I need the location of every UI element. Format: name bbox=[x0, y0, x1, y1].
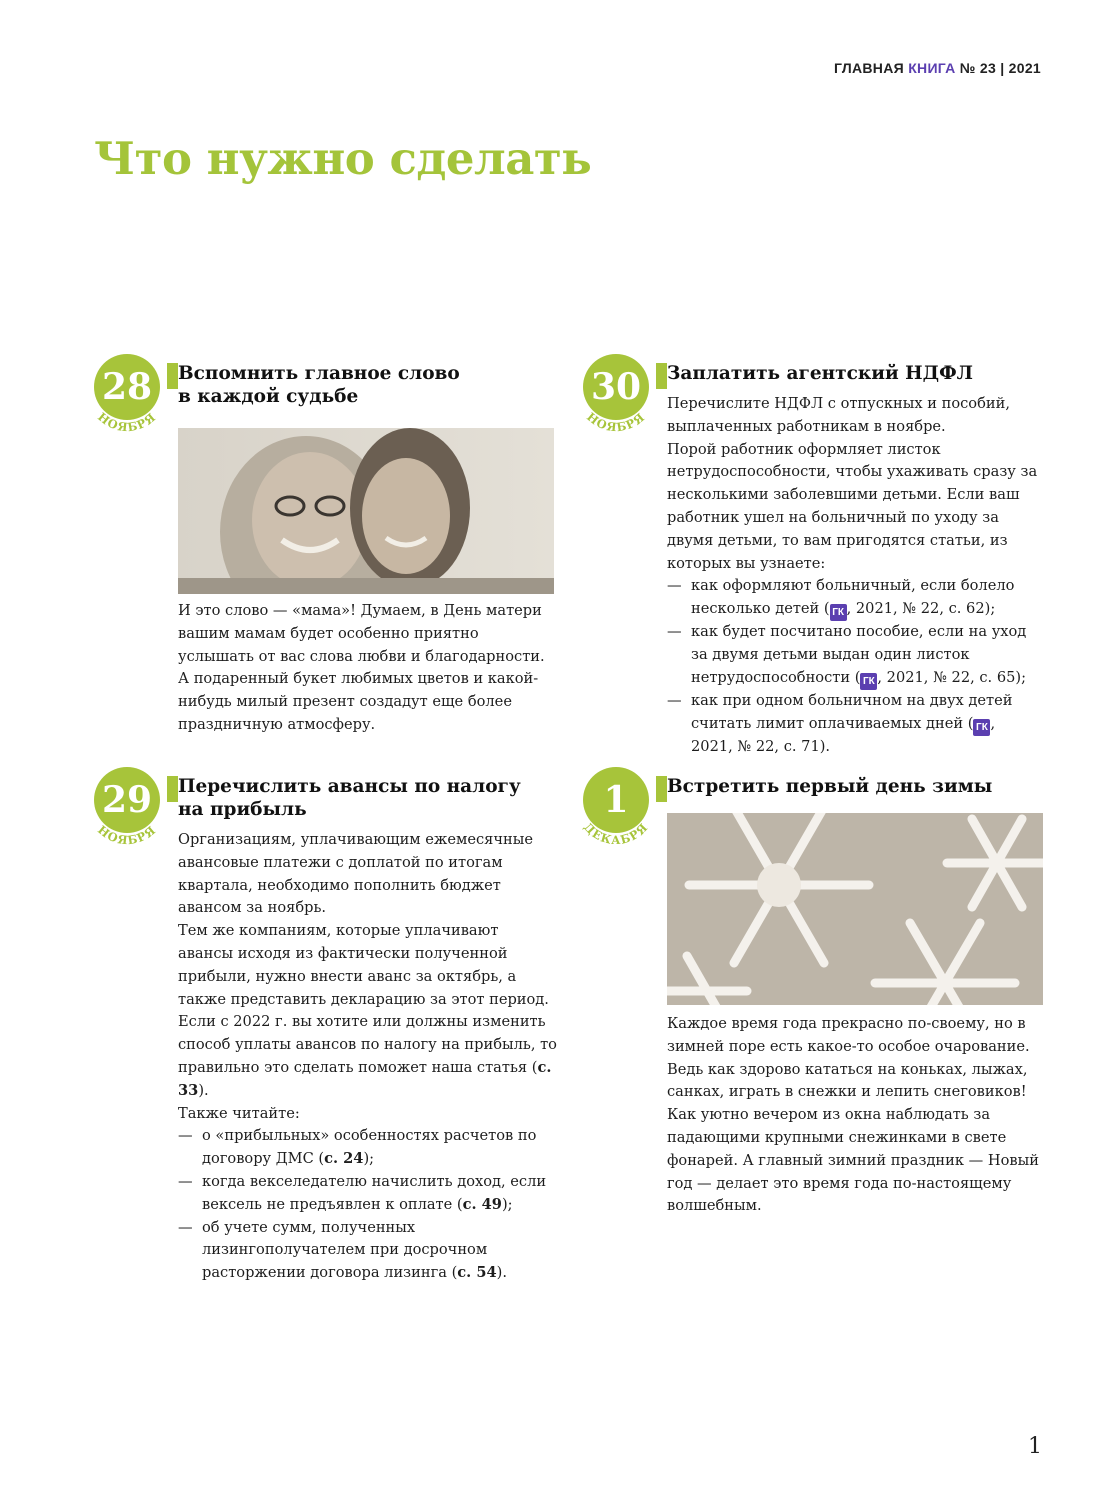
headline-tab bbox=[167, 363, 178, 389]
date-month-arc bbox=[77, 341, 185, 449]
page-title: Что нужно сделать bbox=[94, 132, 592, 185]
list-item: — о «прибыльных» особенностях расчетов по договору ДМС (с. 24); bbox=[178, 1125, 558, 1171]
page-ref[interactable]: с. 49 bbox=[462, 1195, 502, 1213]
page-number: 1 bbox=[1028, 1434, 1042, 1459]
date-day: 30 bbox=[583, 354, 649, 420]
date-month-arc bbox=[566, 754, 674, 862]
gk-journal-icon[interactable]: ГК bbox=[860, 673, 877, 690]
event-title-line: Вспомнить главное слово bbox=[178, 363, 460, 384]
event-title bbox=[178, 775, 578, 821]
date-day: 28 bbox=[94, 354, 160, 420]
event-title-line: Перечислить авансы по налогу bbox=[178, 776, 521, 797]
event-paragraph: Каждое время года прекрасно по-своему, но в зимней поре есть какое-то особое очарование. Ведь как здорово кататься на коньках, лыжах, санках, играть в снежки и лепить снеговиков! Как уютно вечером из окна наблюдать за падающими крупными снежинками в свете фонарей. А главный зимний праздник — Новый год — делает это время года по-настоящему волшебным. bbox=[667, 1015, 1039, 1215]
masthead bbox=[834, 60, 1041, 76]
page-ref[interactable]: с. 24 bbox=[324, 1150, 364, 1168]
event-paragraph: Если с 2022 г. вы хотите или должны изменить способ уплаты авансов по налогу на прибыль, то правильно это сделать поможет наша статья (с. 33). bbox=[178, 1013, 557, 1099]
gk-journal-icon[interactable]: ГК bbox=[830, 604, 847, 621]
headline-tab bbox=[167, 776, 178, 802]
svg-text:НОЯБРЯ bbox=[584, 410, 648, 435]
svg-text:ДЕКАБРЯ bbox=[581, 820, 651, 847]
article-list bbox=[178, 1125, 558, 1285]
date-month: ДЕКАБРЯ bbox=[580, 819, 652, 848]
event-paragraph: И это слово — «мама»! Думаем, в День матери вашим мамам будет особенно приятно услышать от вас слова любви и благодарности. bbox=[178, 602, 545, 665]
list-item: — как будет посчитано пособие, если на уход за двумя детьми выдан один листок нетрудоспособности ( ГК , 2021, № 22, с. 65); bbox=[667, 621, 1039, 690]
event-text bbox=[667, 1013, 1042, 1218]
masthead-issue: № 23 | 2021 bbox=[959, 60, 1041, 76]
date-day: 29 bbox=[94, 767, 160, 833]
event-title bbox=[667, 775, 1067, 798]
masthead-title: ГЛАВНАЯ bbox=[833, 60, 904, 76]
date-badge bbox=[86, 763, 176, 853]
date-month: НОЯБРЯ bbox=[95, 822, 159, 848]
date-month: НОЯБРЯ bbox=[584, 409, 648, 435]
svg-text:НОЯБРЯ bbox=[95, 823, 159, 848]
masthead-title-accent: КНИГА bbox=[908, 60, 956, 76]
event-dec-1 bbox=[580, 775, 1053, 1235]
event-title-line: Заплатить агентский НДФЛ bbox=[667, 363, 973, 384]
event-title bbox=[667, 362, 1067, 385]
page-ref[interactable]: с. 33 bbox=[178, 1058, 552, 1099]
headline-tab bbox=[656, 363, 667, 389]
headline-tab bbox=[656, 776, 667, 802]
list-item: — когда векселедателю начислить доход, если вексель не предъявлен к оплате (с. 49); bbox=[178, 1171, 558, 1217]
event-paragraph: А подаренный букет любимых цветов и какой-нибудь милый презент создадут еще более праздничную атмосферу. bbox=[178, 670, 539, 733]
photo-snowflakes bbox=[667, 813, 1043, 1005]
svg-text:НОЯБРЯ bbox=[95, 410, 159, 435]
gk-journal-icon[interactable]: ГК bbox=[973, 719, 990, 736]
date-month-arc bbox=[77, 754, 185, 862]
date-month: НОЯБРЯ bbox=[95, 409, 159, 435]
event-nov-29 bbox=[94, 775, 564, 1295]
event-text bbox=[178, 600, 558, 737]
also-read-label: Также читайте: bbox=[178, 1104, 300, 1122]
date-day: 1 bbox=[583, 767, 649, 833]
event-text bbox=[667, 393, 1039, 758]
event-title bbox=[178, 362, 578, 408]
event-paragraph: Порой работник оформляет листок нетрудоспособности, чтобы ухаживать сразу за несколькими заболевшими детьми. Если ваш работник ушел на больничный по уходу за двумя детьми, то вам пригодятся статьи, из которых вы узнаете: bbox=[667, 440, 1038, 572]
event-paragraph: Организациям, уплачивающим ежемесячные авансовые платежи с доплатой по итогам квартала, необходимо пополнить бюджет авансом за ноябрь. bbox=[178, 831, 533, 917]
list-item: — как при одном больничном на двух детей считать лимит оплачиваемых дней ( ГК , 2021, № 22, с. 71). bbox=[667, 690, 1039, 759]
date-badge bbox=[575, 763, 665, 853]
event-paragraph: Перечислите НДФЛ с отпускных и пособий, выплаченных работникам в ноябре. bbox=[667, 395, 1010, 435]
date-badge bbox=[86, 350, 176, 440]
date-month-arc bbox=[566, 341, 674, 449]
event-nov-28 bbox=[94, 362, 564, 742]
event-nov-30 bbox=[583, 362, 1053, 755]
photo-mother-daughter bbox=[178, 428, 554, 594]
event-title-line: Встретить первый день зимы bbox=[667, 776, 993, 797]
date-badge bbox=[575, 350, 665, 440]
event-title-line: на прибыль bbox=[178, 799, 307, 820]
page-ref[interactable]: с. 54 bbox=[457, 1264, 497, 1282]
event-text bbox=[178, 829, 558, 1285]
event-title-line: в каждой судьбе bbox=[178, 386, 359, 407]
event-paragraph: Тем же компаниям, которые уплачивают авансы исходя из фактически полученной прибыли, нужно внести аванс за октябрь, а также представить декларацию за этот период. bbox=[178, 922, 549, 1008]
list-item: — как оформляют больничный, если болело несколько детей ( ГК , 2021, № 22, с. 62); bbox=[667, 575, 1039, 621]
article-list bbox=[667, 575, 1039, 758]
list-item: — об учете сумм, полученных лизингополучателем при досрочном расторжении договора лизинга (с. 54). bbox=[178, 1217, 558, 1285]
